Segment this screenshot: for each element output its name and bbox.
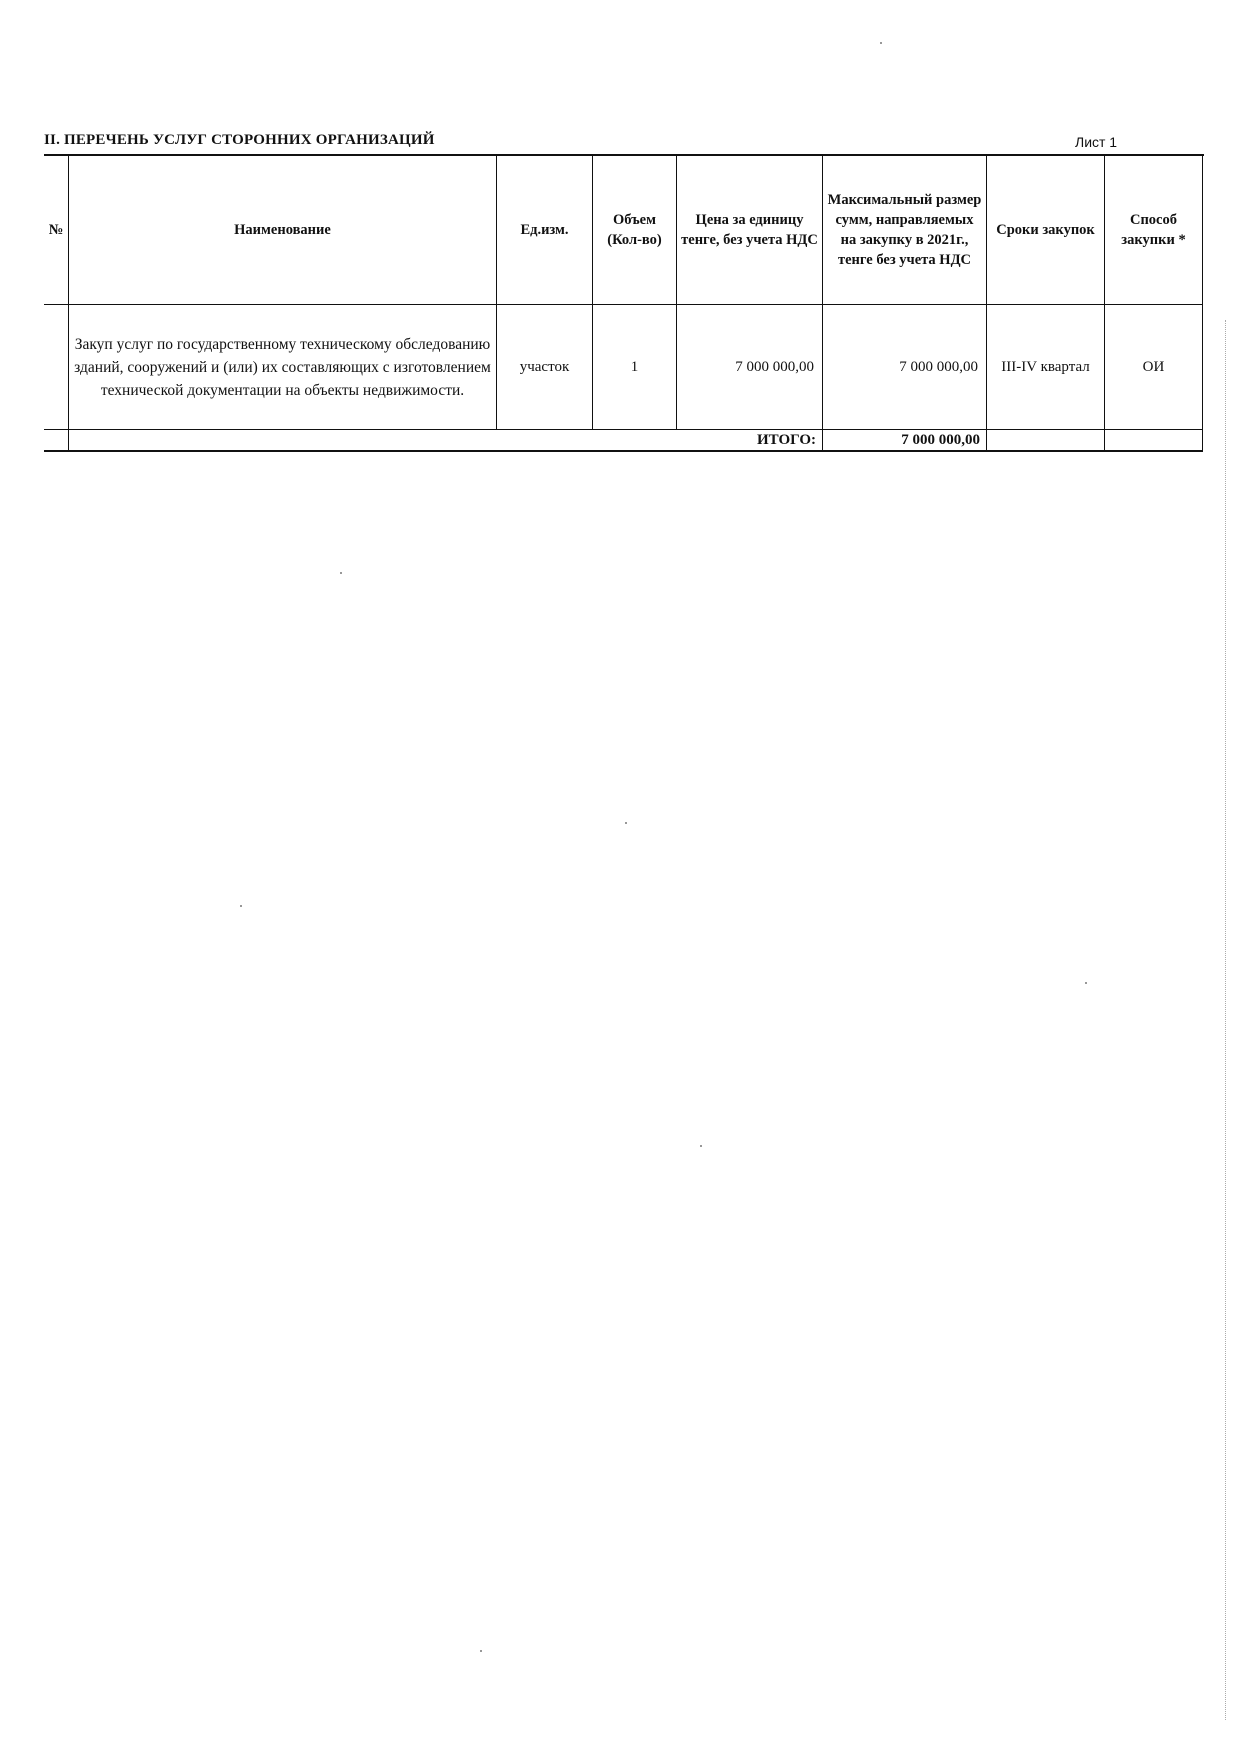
cell-method: ОИ — [1105, 305, 1203, 430]
scan-speck — [340, 572, 342, 574]
header-name: Наименование — [69, 156, 497, 305]
header-qty: Объем (Кол-во) — [593, 156, 677, 305]
header-method: Способ закупки * — [1105, 156, 1203, 305]
total-blank-method — [1105, 430, 1203, 452]
sheet-number: Лист 1 — [1075, 134, 1118, 150]
header-unit: Ед.изм. — [497, 156, 593, 305]
cell-name: Закуп услуг по государственному техническому обследованию зданий, сооружений и (или) их составляющих с изготовлением технической документации на объекты недвижимости. — [69, 305, 497, 430]
total-value: 7 000 000,00 — [823, 430, 987, 452]
scan-edge — [1225, 320, 1227, 1720]
header-num: № — [44, 156, 69, 305]
header-price: Цена за единицу тенге, без учета НДС — [677, 156, 823, 305]
table-row — [44, 305, 1203, 430]
scan-speck — [1085, 982, 1087, 984]
table-header-row — [44, 156, 1203, 305]
page-title: II. ПЕРЕЧЕНЬ УСЛУГ СТОРОННИХ ОРГАНИЗАЦИЙ — [44, 132, 435, 148]
scan-speck — [625, 822, 627, 824]
scan-speck — [480, 1650, 482, 1652]
total-blank-term — [987, 430, 1105, 452]
cell-max-amount: 7 000 000,00 — [823, 305, 987, 430]
cell-price: 7 000 000,00 — [677, 305, 823, 430]
header-term: Сроки закупок — [987, 156, 1105, 305]
cell-term: III-IV квартал — [987, 305, 1105, 430]
total-row — [44, 430, 1203, 452]
scan-speck — [240, 905, 242, 907]
cell-num — [44, 305, 69, 430]
header-max-amount: Максимальный размер сумм, направляемых на закупку в 2021г., тенге без учета НДС — [823, 156, 987, 305]
scan-speck — [700, 1145, 702, 1147]
total-blank — [44, 430, 69, 452]
cell-qty: 1 — [593, 305, 677, 430]
total-label: ИТОГО: — [69, 430, 823, 452]
scan-speck — [880, 42, 882, 44]
services-table — [44, 156, 1203, 452]
cell-unit: участок — [497, 305, 593, 430]
